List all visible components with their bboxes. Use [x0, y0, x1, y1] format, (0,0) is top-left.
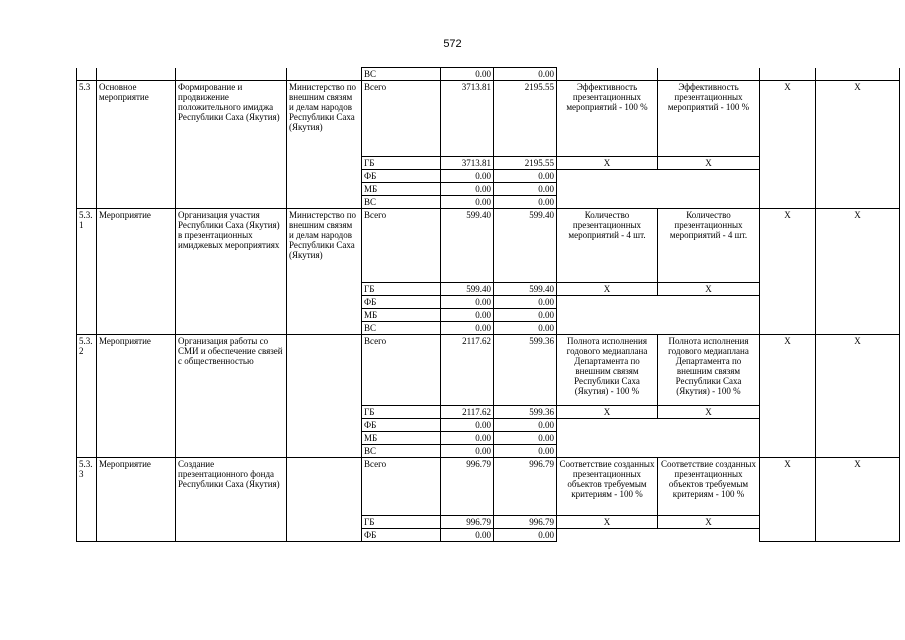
item-executor — [287, 335, 362, 458]
indicator-cell: X — [658, 406, 760, 419]
amount-cell: 0.00 — [494, 419, 557, 432]
amount-cell: 0.00 — [494, 296, 557, 309]
source-cell: Всего — [362, 209, 441, 283]
item-number: 5.3 — [77, 81, 97, 209]
indicator-cell: X — [557, 516, 658, 529]
source-cell: ГБ — [362, 406, 441, 419]
item-type: Мероприятие — [97, 209, 176, 335]
item-type: Мероприятие — [97, 335, 176, 458]
page-number: 572 — [443, 38, 462, 50]
amount-cell: 0.00 — [494, 170, 557, 183]
x-cell: X — [760, 209, 816, 335]
amount-cell: 2195.55 — [494, 157, 557, 170]
section-row — [77, 458, 900, 516]
amount-cell: 0.00 — [441, 183, 494, 196]
indicator-cell: X — [658, 283, 760, 296]
item-number: 5.3. 2 — [77, 335, 97, 458]
item-name: Организация участия Республики Саха (Якутия) в презентационных имиджевых мероприятиях — [176, 209, 287, 335]
indicator-cell: Соответствие созданных презентационных объектов требуемым критериям - 100 % — [658, 458, 760, 516]
amount-cell: 0.00 — [494, 445, 557, 458]
item-executor — [287, 458, 362, 542]
amount-cell: 2117.62 — [441, 406, 494, 419]
x-cell: X — [816, 458, 900, 542]
source-cell: ВС — [362, 68, 441, 81]
source-cell: Всего — [362, 335, 441, 406]
source-cell: ФБ — [362, 419, 441, 432]
source-cell: ВС — [362, 445, 441, 458]
indicator-cell: Количество презентационных мероприятий - 4 шт. — [557, 209, 658, 283]
item-executor: Министерство по внешним связям и делам народов Республики Саха (Якутия) — [287, 81, 362, 209]
item-name: Формирование и продвижение положительного имиджа Республики Саха (Якутия) — [176, 81, 287, 209]
source-cell: ГБ — [362, 516, 441, 529]
source-cell: МБ — [362, 309, 441, 322]
source-cell: МБ — [362, 183, 441, 196]
source-cell: ГБ — [362, 283, 441, 296]
section-row — [77, 209, 900, 283]
amount-cell: 599.40 — [441, 283, 494, 296]
amount-cell: 0.00 — [441, 309, 494, 322]
amount-cell: 0.00 — [494, 68, 557, 81]
amount-cell: 0.00 — [494, 322, 557, 335]
amount-cell: 0.00 — [494, 529, 557, 542]
x-cell: X — [816, 209, 900, 335]
amount-cell: 0.00 — [441, 445, 494, 458]
amount-cell: 0.00 — [494, 196, 557, 209]
amount-cell: 996.79 — [441, 458, 494, 516]
item-name: Создание презентационного фонда Республики Саха (Якутия) — [176, 458, 287, 542]
amount-cell: 2195.55 — [494, 81, 557, 157]
amount-cell: 0.00 — [494, 183, 557, 196]
indicator-cell: Количество презентационных мероприятий - 4 шт. — [658, 209, 760, 283]
amount-cell: 0.00 — [494, 432, 557, 445]
indicator-cell: Эффективность презентационных мероприятий - 100 % — [557, 81, 658, 157]
indicator-cell: Эффективность презентационных мероприятий - 100 % — [658, 81, 760, 157]
amount-cell: 599.36 — [494, 406, 557, 419]
amount-cell: 0.00 — [441, 170, 494, 183]
item-name: Организация работы со СМИ и обеспечение связей с общественностью — [176, 335, 287, 458]
item-executor: Министерство по внешним связям и делам народов Республики Саха (Якутия) — [287, 209, 362, 335]
source-cell: Всего — [362, 458, 441, 516]
amount-cell: 0.00 — [441, 68, 494, 81]
x-cell: X — [760, 335, 816, 458]
indicator-cell: Полнота исполнения годового медиаплана Департамента по внешним связям Республики Саха (Якутия) - 100 % — [557, 335, 658, 406]
indicator-cell: Полнота исполнения годового медиаплана Департамента по внешним связям Республики Саха (Якутия) - 100 % — [658, 335, 760, 406]
amount-cell: 2117.62 — [441, 335, 494, 406]
source-cell: ФБ — [362, 170, 441, 183]
program-table — [76, 67, 900, 542]
amount-cell: 3713.81 — [441, 157, 494, 170]
x-cell: X — [816, 335, 900, 458]
source-cell: Всего — [362, 81, 441, 157]
section-row — [77, 335, 900, 406]
amount-cell: 996.79 — [494, 516, 557, 529]
item-number: 5.3. 1 — [77, 209, 97, 335]
amount-cell: 0.00 — [441, 529, 494, 542]
amount-cell: 0.00 — [441, 419, 494, 432]
table-row — [77, 68, 900, 81]
indicator-cell: X — [557, 157, 658, 170]
indicator-cell: X — [658, 157, 760, 170]
x-cell: X — [816, 81, 900, 209]
source-cell: ФБ — [362, 529, 441, 542]
amount-cell: 0.00 — [441, 322, 494, 335]
source-cell: ВС — [362, 196, 441, 209]
source-cell: ФБ — [362, 296, 441, 309]
amount-cell: 599.40 — [441, 209, 494, 283]
amount-cell: 599.36 — [494, 335, 557, 406]
indicator-cell: X — [658, 516, 760, 529]
source-cell: ГБ — [362, 157, 441, 170]
indicator-cell: X — [557, 406, 658, 419]
amount-cell: 599.40 — [494, 209, 557, 283]
x-cell: X — [760, 458, 816, 542]
amount-cell: 3713.81 — [441, 81, 494, 157]
amount-cell: 0.00 — [494, 309, 557, 322]
source-cell: МБ — [362, 432, 441, 445]
amount-cell: 996.79 — [441, 516, 494, 529]
amount-cell: 0.00 — [441, 296, 494, 309]
indicator-cell: X — [557, 283, 658, 296]
indicator-cell: Соответствие созданных презентационных объектов требуемым критериям - 100 % — [557, 458, 658, 516]
amount-cell: 599.40 — [494, 283, 557, 296]
x-cell: X — [760, 81, 816, 209]
amount-cell: 996.79 — [494, 458, 557, 516]
item-number: 5.3. 3 — [77, 458, 97, 542]
item-type: Мероприятие — [97, 458, 176, 542]
item-type: Основное мероприятие — [97, 81, 176, 209]
source-cell: ВС — [362, 322, 441, 335]
section-row — [77, 81, 900, 157]
amount-cell: 0.00 — [441, 196, 494, 209]
amount-cell: 0.00 — [441, 432, 494, 445]
